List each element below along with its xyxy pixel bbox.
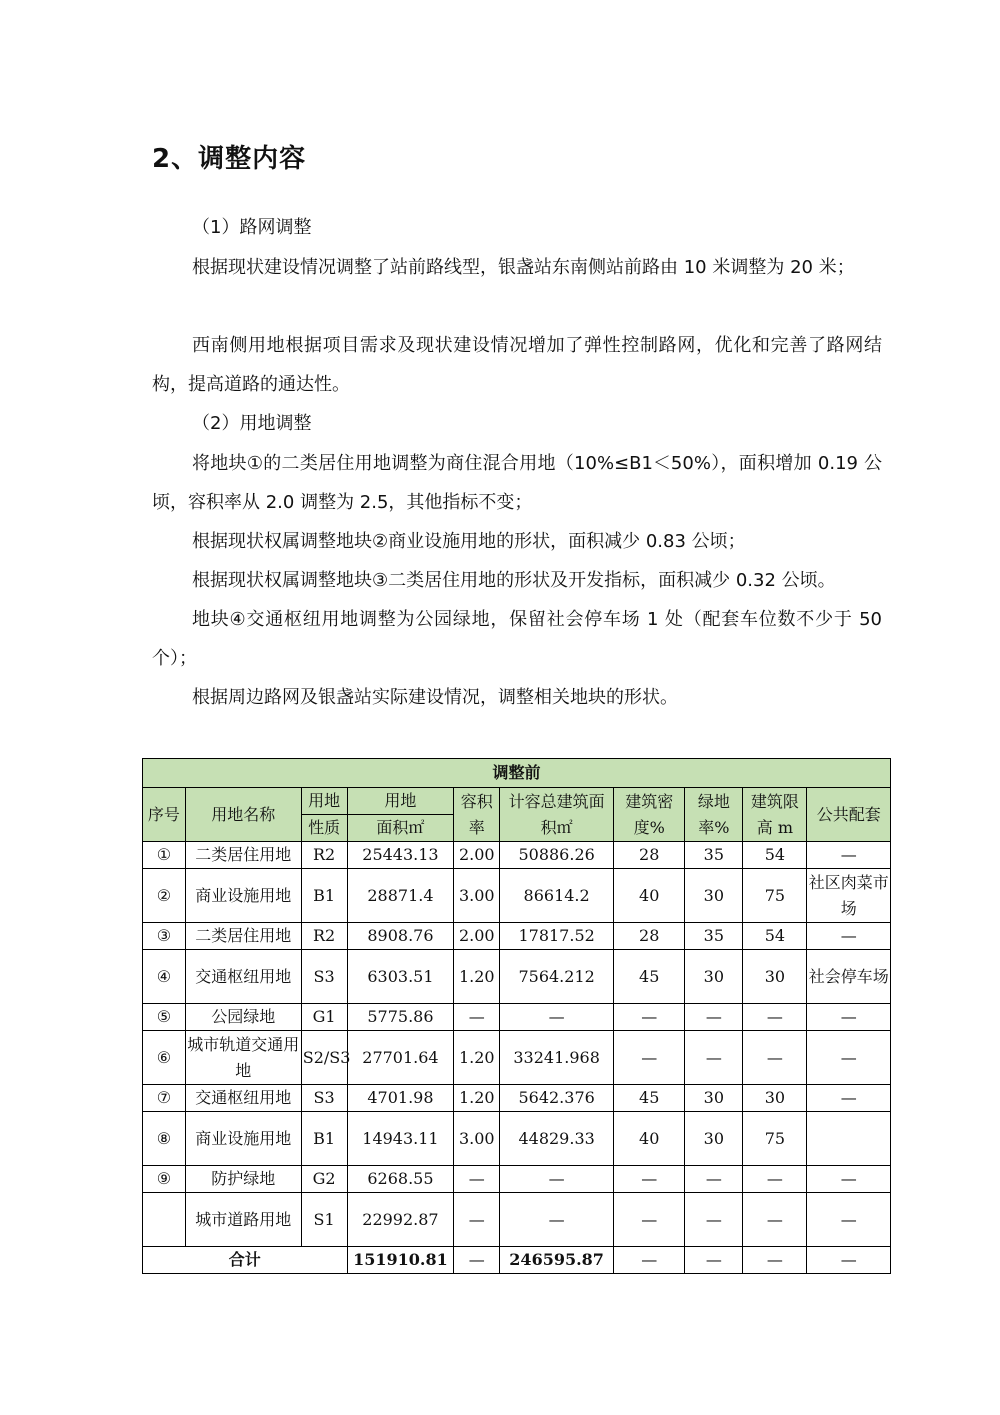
cell-facility: — — [807, 1193, 891, 1247]
road-paragraph-1: 根据现状建设情况调整了站前路线型，银盏站东南侧站前路由 10 米调整为 20 米； — [192, 257, 855, 278]
total-far: — — [454, 1247, 500, 1274]
cell-nature: G1 — [301, 1004, 347, 1031]
cell-height: 54 — [743, 842, 807, 869]
road-heading: （1）路网调整 — [192, 217, 312, 238]
cell-nature: B1 — [301, 869, 347, 923]
cell-gfa: 44829.33 — [500, 1112, 614, 1166]
table-row — [143, 1004, 891, 1031]
cell-seq: ③ — [143, 923, 186, 950]
cell-area: 5775.86 — [347, 1004, 454, 1031]
cell-density: 45 — [614, 950, 685, 1004]
cell-green: 30 — [685, 1085, 743, 1112]
cell-far: — — [454, 1166, 500, 1193]
cell-height: 30 — [743, 950, 807, 1004]
cell-green: — — [685, 1193, 743, 1247]
cell-facility: 社会停车场 — [807, 950, 891, 1004]
cell-gfa: 17817.52 — [500, 923, 614, 950]
cell-gfa: 5642.376 — [500, 1085, 614, 1112]
cell-gfa: 7564.212 — [500, 950, 614, 1004]
total-gfa: 246595.87 — [500, 1247, 614, 1274]
header-name: 用地名称 — [185, 788, 301, 842]
cell-seq — [143, 1193, 186, 1247]
cell-seq: ① — [143, 842, 186, 869]
cell-far: — — [454, 1004, 500, 1031]
cell-nature: S3 — [301, 950, 347, 1004]
cell-facility: 社区肉菜市场 — [807, 869, 891, 923]
cell-nature: S1 — [301, 1193, 347, 1247]
cell-name: 二类居住用地 — [185, 923, 301, 950]
header-green: 绿地 率% — [685, 788, 743, 842]
cell-name: 商业设施用地 — [185, 1112, 301, 1166]
total-height: — — [743, 1247, 807, 1274]
cell-green: — — [685, 1004, 743, 1031]
cell-far: 1.20 — [454, 1031, 500, 1085]
cell-facility: — — [807, 1031, 891, 1085]
cell-density: 28 — [614, 842, 685, 869]
cell-height: 30 — [743, 1085, 807, 1112]
cell-green: 30 — [685, 869, 743, 923]
total-density: — — [614, 1247, 685, 1274]
land-paragraph-4: 地块④交通枢纽用地调整为公园绿地，保留社会停车场 1 处（配套车位数不少于 50 个）； — [152, 609, 882, 669]
table-row — [143, 950, 891, 1004]
cell-far: 1.20 — [454, 950, 500, 1004]
cell-area: 25443.13 — [347, 842, 454, 869]
table-row — [143, 923, 891, 950]
table-row — [143, 1031, 891, 1085]
cell-far: 2.00 — [454, 923, 500, 950]
cell-green: 30 — [685, 950, 743, 1004]
cell-facility: — — [807, 923, 891, 950]
cell-green: 35 — [685, 923, 743, 950]
header-facility: 公共配套 — [807, 788, 891, 842]
cell-seq: ⑨ — [143, 1166, 186, 1193]
cell-facility: — — [807, 1004, 891, 1031]
cell-facility: — — [807, 1166, 891, 1193]
road-paragraph-2: 西南侧用地根据项目需求及现状建设情况增加了弹性控制路网，优化和完善了路网结构，提高道路的通达性。 — [152, 335, 882, 395]
total-facility: — — [807, 1247, 891, 1274]
cell-green: — — [685, 1031, 743, 1085]
cell-green: 30 — [685, 1112, 743, 1166]
cell-density: 40 — [614, 1112, 685, 1166]
header-seq: 序号 — [143, 788, 186, 842]
cell-height: — — [743, 1004, 807, 1031]
cell-far: — — [454, 1193, 500, 1247]
table-caption: 调整前 — [143, 759, 891, 788]
table-row — [143, 1085, 891, 1112]
cell-green: 35 — [685, 842, 743, 869]
cell-seq: ④ — [143, 950, 186, 1004]
header-area-2: 面积㎡ — [347, 815, 454, 842]
cell-area: 27701.64 — [347, 1031, 454, 1085]
cell-nature: B1 — [301, 1112, 347, 1166]
cell-green: — — [685, 1166, 743, 1193]
cell-far: 2.00 — [454, 842, 500, 869]
cell-area: 6303.51 — [347, 950, 454, 1004]
cell-height: — — [743, 1193, 807, 1247]
cell-density: — — [614, 1004, 685, 1031]
cell-height: — — [743, 1031, 807, 1085]
cell-nature: R2 — [301, 842, 347, 869]
header-gfa: 计容总建筑面 积㎡ — [500, 788, 614, 842]
cell-name: 交通枢纽用地 — [185, 950, 301, 1004]
cell-height: 75 — [743, 1112, 807, 1166]
cell-seq: ⑥ — [143, 1031, 186, 1085]
cell-facility: — — [807, 1085, 891, 1112]
table-row — [143, 842, 891, 869]
cell-nature: R2 — [301, 923, 347, 950]
land-paragraph-1: 将地块①的二类居住用地调整为商住混合用地（10%≤B1＜50%），面积增加 0.19 公顷，容积率从 2.0 调整为 2.5，其他指标不变； — [152, 453, 882, 513]
header-nature-2: 性质 — [301, 815, 347, 842]
cell-name: 商业设施用地 — [185, 869, 301, 923]
cell-gfa: 86614.2 — [500, 869, 614, 923]
cell-area: 4701.98 — [347, 1085, 454, 1112]
cell-gfa: — — [500, 1004, 614, 1031]
cell-area: 6268.55 — [347, 1166, 454, 1193]
cell-area: 22992.87 — [347, 1193, 454, 1247]
cell-seq: ⑦ — [143, 1085, 186, 1112]
table-total-row — [143, 1247, 891, 1274]
table-row — [143, 1193, 891, 1247]
land-paragraph-2: 根据现状权属调整地块②商业设施用地的形状，面积减少 0.83 公顷； — [192, 531, 746, 552]
cell-far: 3.00 — [454, 869, 500, 923]
cell-facility — [807, 1112, 891, 1166]
cell-gfa: 50886.26 — [500, 842, 614, 869]
header-far: 容积 率 — [454, 788, 500, 842]
cell-gfa: 33241.968 — [500, 1031, 614, 1085]
cell-name: 城市轨道交通用地 — [185, 1031, 301, 1085]
total-label: 合计 — [143, 1247, 348, 1274]
cell-gfa: — — [500, 1193, 614, 1247]
cell-height: — — [743, 1166, 807, 1193]
table-caption-row — [143, 759, 891, 788]
cell-density: — — [614, 1193, 685, 1247]
cell-name: 二类居住用地 — [185, 842, 301, 869]
land-paragraph-5: 根据周边路网及银盏站实际建设情况，调整相关地块的形状。 — [192, 687, 678, 708]
cell-nature: S2/S3 — [301, 1031, 347, 1085]
table-row — [143, 1166, 891, 1193]
cell-density: 40 — [614, 869, 685, 923]
land-use-table — [142, 758, 891, 1274]
header-height: 建筑限 高 m — [743, 788, 807, 842]
cell-name: 城市道路用地 — [185, 1193, 301, 1247]
cell-density: — — [614, 1166, 685, 1193]
cell-density: 45 — [614, 1085, 685, 1112]
land-paragraph-3: 根据现状权属调整地块③二类居住用地的形状及开发指标，面积减少 0.32 公顷。 — [192, 570, 836, 591]
cell-density: 28 — [614, 923, 685, 950]
table-row — [143, 1112, 891, 1166]
cell-nature: S3 — [301, 1085, 347, 1112]
section-title: 2、调整内容 — [152, 144, 307, 174]
cell-height: 54 — [743, 923, 807, 950]
cell-name: 防护绿地 — [185, 1166, 301, 1193]
cell-seq: ⑤ — [143, 1004, 186, 1031]
header-density: 建筑密 度% — [614, 788, 685, 842]
cell-name: 交通枢纽用地 — [185, 1085, 301, 1112]
cell-area: 8908.76 — [347, 923, 454, 950]
table-row — [143, 869, 891, 923]
land-heading: （2）用地调整 — [192, 413, 312, 434]
cell-facility: — — [807, 842, 891, 869]
table-header-row — [143, 788, 891, 815]
header-area-1: 用地 — [347, 788, 454, 815]
cell-seq: ② — [143, 869, 186, 923]
cell-area: 14943.11 — [347, 1112, 454, 1166]
total-green: — — [685, 1247, 743, 1274]
cell-gfa: — — [500, 1166, 614, 1193]
cell-nature: G2 — [301, 1166, 347, 1193]
cell-density: — — [614, 1031, 685, 1085]
total-area: 151910.81 — [347, 1247, 454, 1274]
header-nature-1: 用地 — [301, 788, 347, 815]
cell-far: 1.20 — [454, 1085, 500, 1112]
cell-far: 3.00 — [454, 1112, 500, 1166]
cell-area: 28871.4 — [347, 869, 454, 923]
cell-name: 公园绿地 — [185, 1004, 301, 1031]
cell-seq: ⑧ — [143, 1112, 186, 1166]
cell-height: 75 — [743, 869, 807, 923]
